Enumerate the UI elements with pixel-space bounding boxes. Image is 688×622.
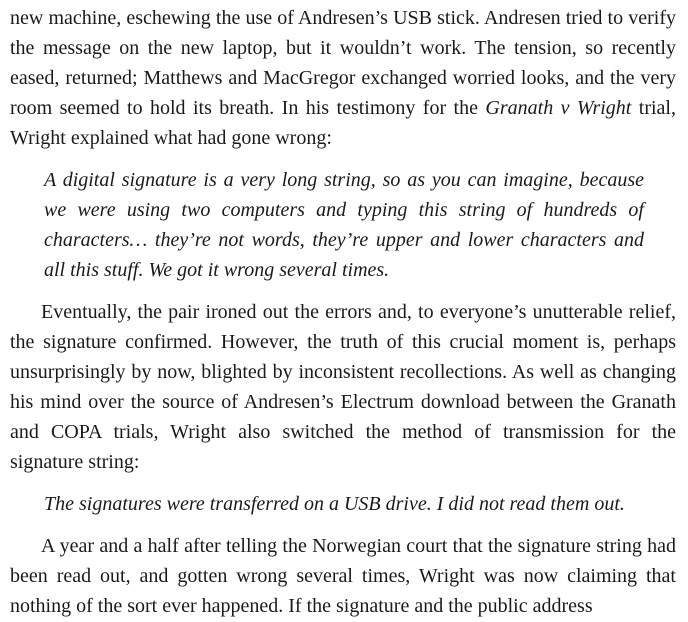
paragraph-3: A year and a half after telling the Norwegian court that the signature string had been read out, and gotten wrong several times, Wright was now claiming that nothing of the sort ever happened. If the signature and the public address bbox=[10, 535, 676, 617]
case-name-italic: Granath v Wright bbox=[485, 97, 632, 119]
paragraph-2: Eventually, the pair ironed out the errors and, to everyone’s unutterable relief, the signature confirmed. However, the truth of this crucial moment is, perhaps unsurprisingly by now, blighted by inconsistent recollections. As well as changing his mind over the source of Andresen’s Electrum download between the Granath and COPA trials, Wright also switched the method of transmission for the signature string: bbox=[10, 301, 676, 473]
block-quote-2: The signatures were transferred on a USB drive. I did not read them out. bbox=[44, 493, 625, 515]
paragraph-1 bbox=[10, 3, 676, 153]
paragraph-1-end: trial, Wright explained what had gone wrong: bbox=[10, 97, 676, 149]
paragraph-1-text: new machine, eschewing the use of Andresen’s USB stick. Andresen tried to verify the message on the new laptop, but it wouldn’t work. The tension, so recently eased, returned; Matthews and MacGregor exchanged worried looks, and the very room seemed to hold its breath. In his testimony for the bbox=[10, 7, 676, 119]
block-quote-1: A digital signature is a very long string, so as you can imagine, because we were using two computers and typing this string of hundreds of characters… they’re not words, they’re upper and lower characters and all this stuff. We got it wrong several times. bbox=[44, 169, 644, 281]
